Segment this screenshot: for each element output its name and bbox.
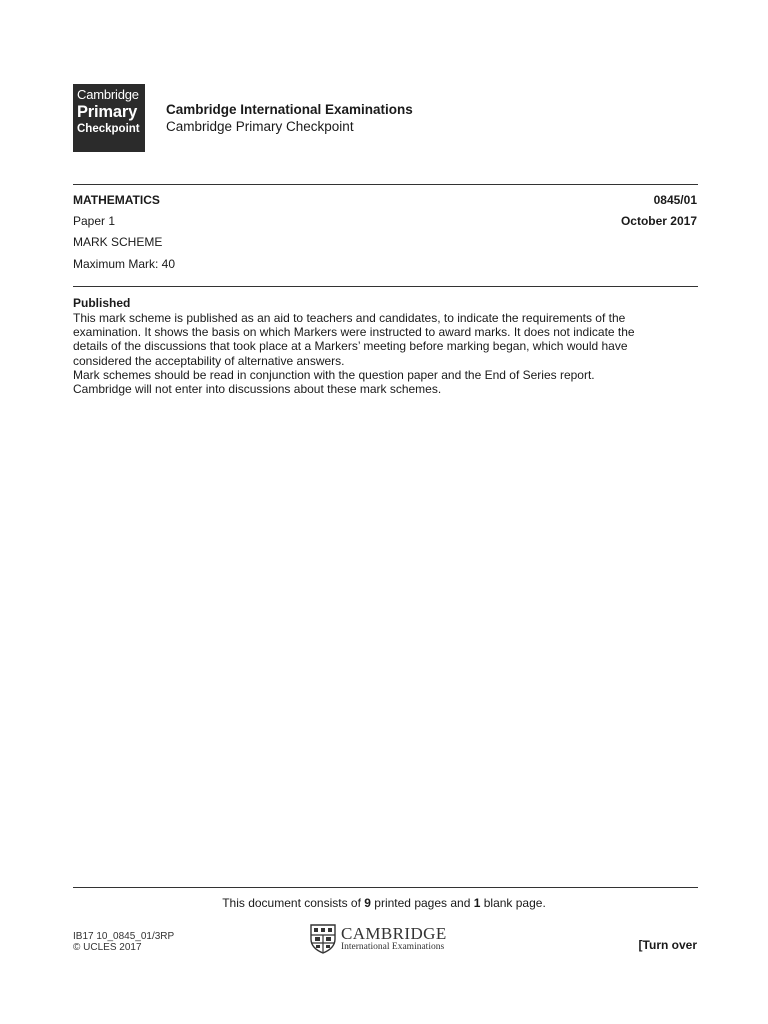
header-subtitle: Cambridge Primary Checkpoint: [166, 119, 354, 134]
footer-divider: [73, 887, 698, 888]
header-title: Cambridge International Examinations: [166, 102, 413, 117]
blank-page-count: 1: [473, 896, 481, 910]
reference-code: IB17 10_0845_01/3RP: [73, 931, 175, 942]
top-divider: [73, 184, 698, 185]
copyright-notice: © UCLES 2017: [73, 942, 142, 953]
exam-date: October 2017: [620, 214, 697, 228]
logo-line-primary: Primary: [77, 103, 138, 121]
published-line: Cambridge will not enter into discussions about these mark schemes.: [73, 382, 442, 397]
maximum-mark: Maximum Mark: 40: [73, 257, 176, 271]
published-line: examination. It shows the basis on which Markers were instructed to award marks. It does not indicate the: [73, 325, 635, 340]
note-prefix: This document consists of: [222, 896, 365, 910]
document-reference: [73, 931, 174, 953]
page-count-note: [0, 896, 768, 910]
turn-over-label: [Turn over: [638, 938, 697, 952]
published-line: considered the acceptability of alternative answers.: [73, 353, 345, 368]
printed-page-count: 9: [364, 896, 371, 910]
subject-label: MATHEMATICS: [73, 193, 160, 207]
cambridge-wordmark: CAMBRIDGE: [341, 924, 447, 943]
published-line: details of the discussions that took place at a Markers’ meeting before marking began, which would have: [73, 339, 628, 354]
published-heading: Published: [73, 296, 131, 310]
cambridge-primary-checkpoint-logo: [73, 84, 145, 152]
document-type: MARK SCHEME: [73, 235, 163, 249]
cambridge-wordmark-subtitle: International Examinations: [341, 942, 445, 952]
logo-line-checkpoint: Checkpoint: [77, 123, 140, 135]
published-line: This mark scheme is published as an aid to teachers and candidates, to indicate the requirements of the: [73, 311, 626, 325]
section-divider: [73, 286, 698, 287]
paper-code: 0845/01: [653, 193, 697, 207]
note-suffix: blank page.: [480, 896, 546, 910]
paper-number: Paper 1: [73, 214, 116, 228]
published-line: Mark schemes should be read in conjunction with the question paper and the End of Series report.: [73, 367, 595, 382]
published-paragraph: [73, 311, 703, 396]
cambridge-shield-icon: [310, 924, 336, 954]
logo-line-cambridge: Cambridge: [77, 87, 139, 102]
note-mid: printed pages and: [370, 896, 474, 910]
